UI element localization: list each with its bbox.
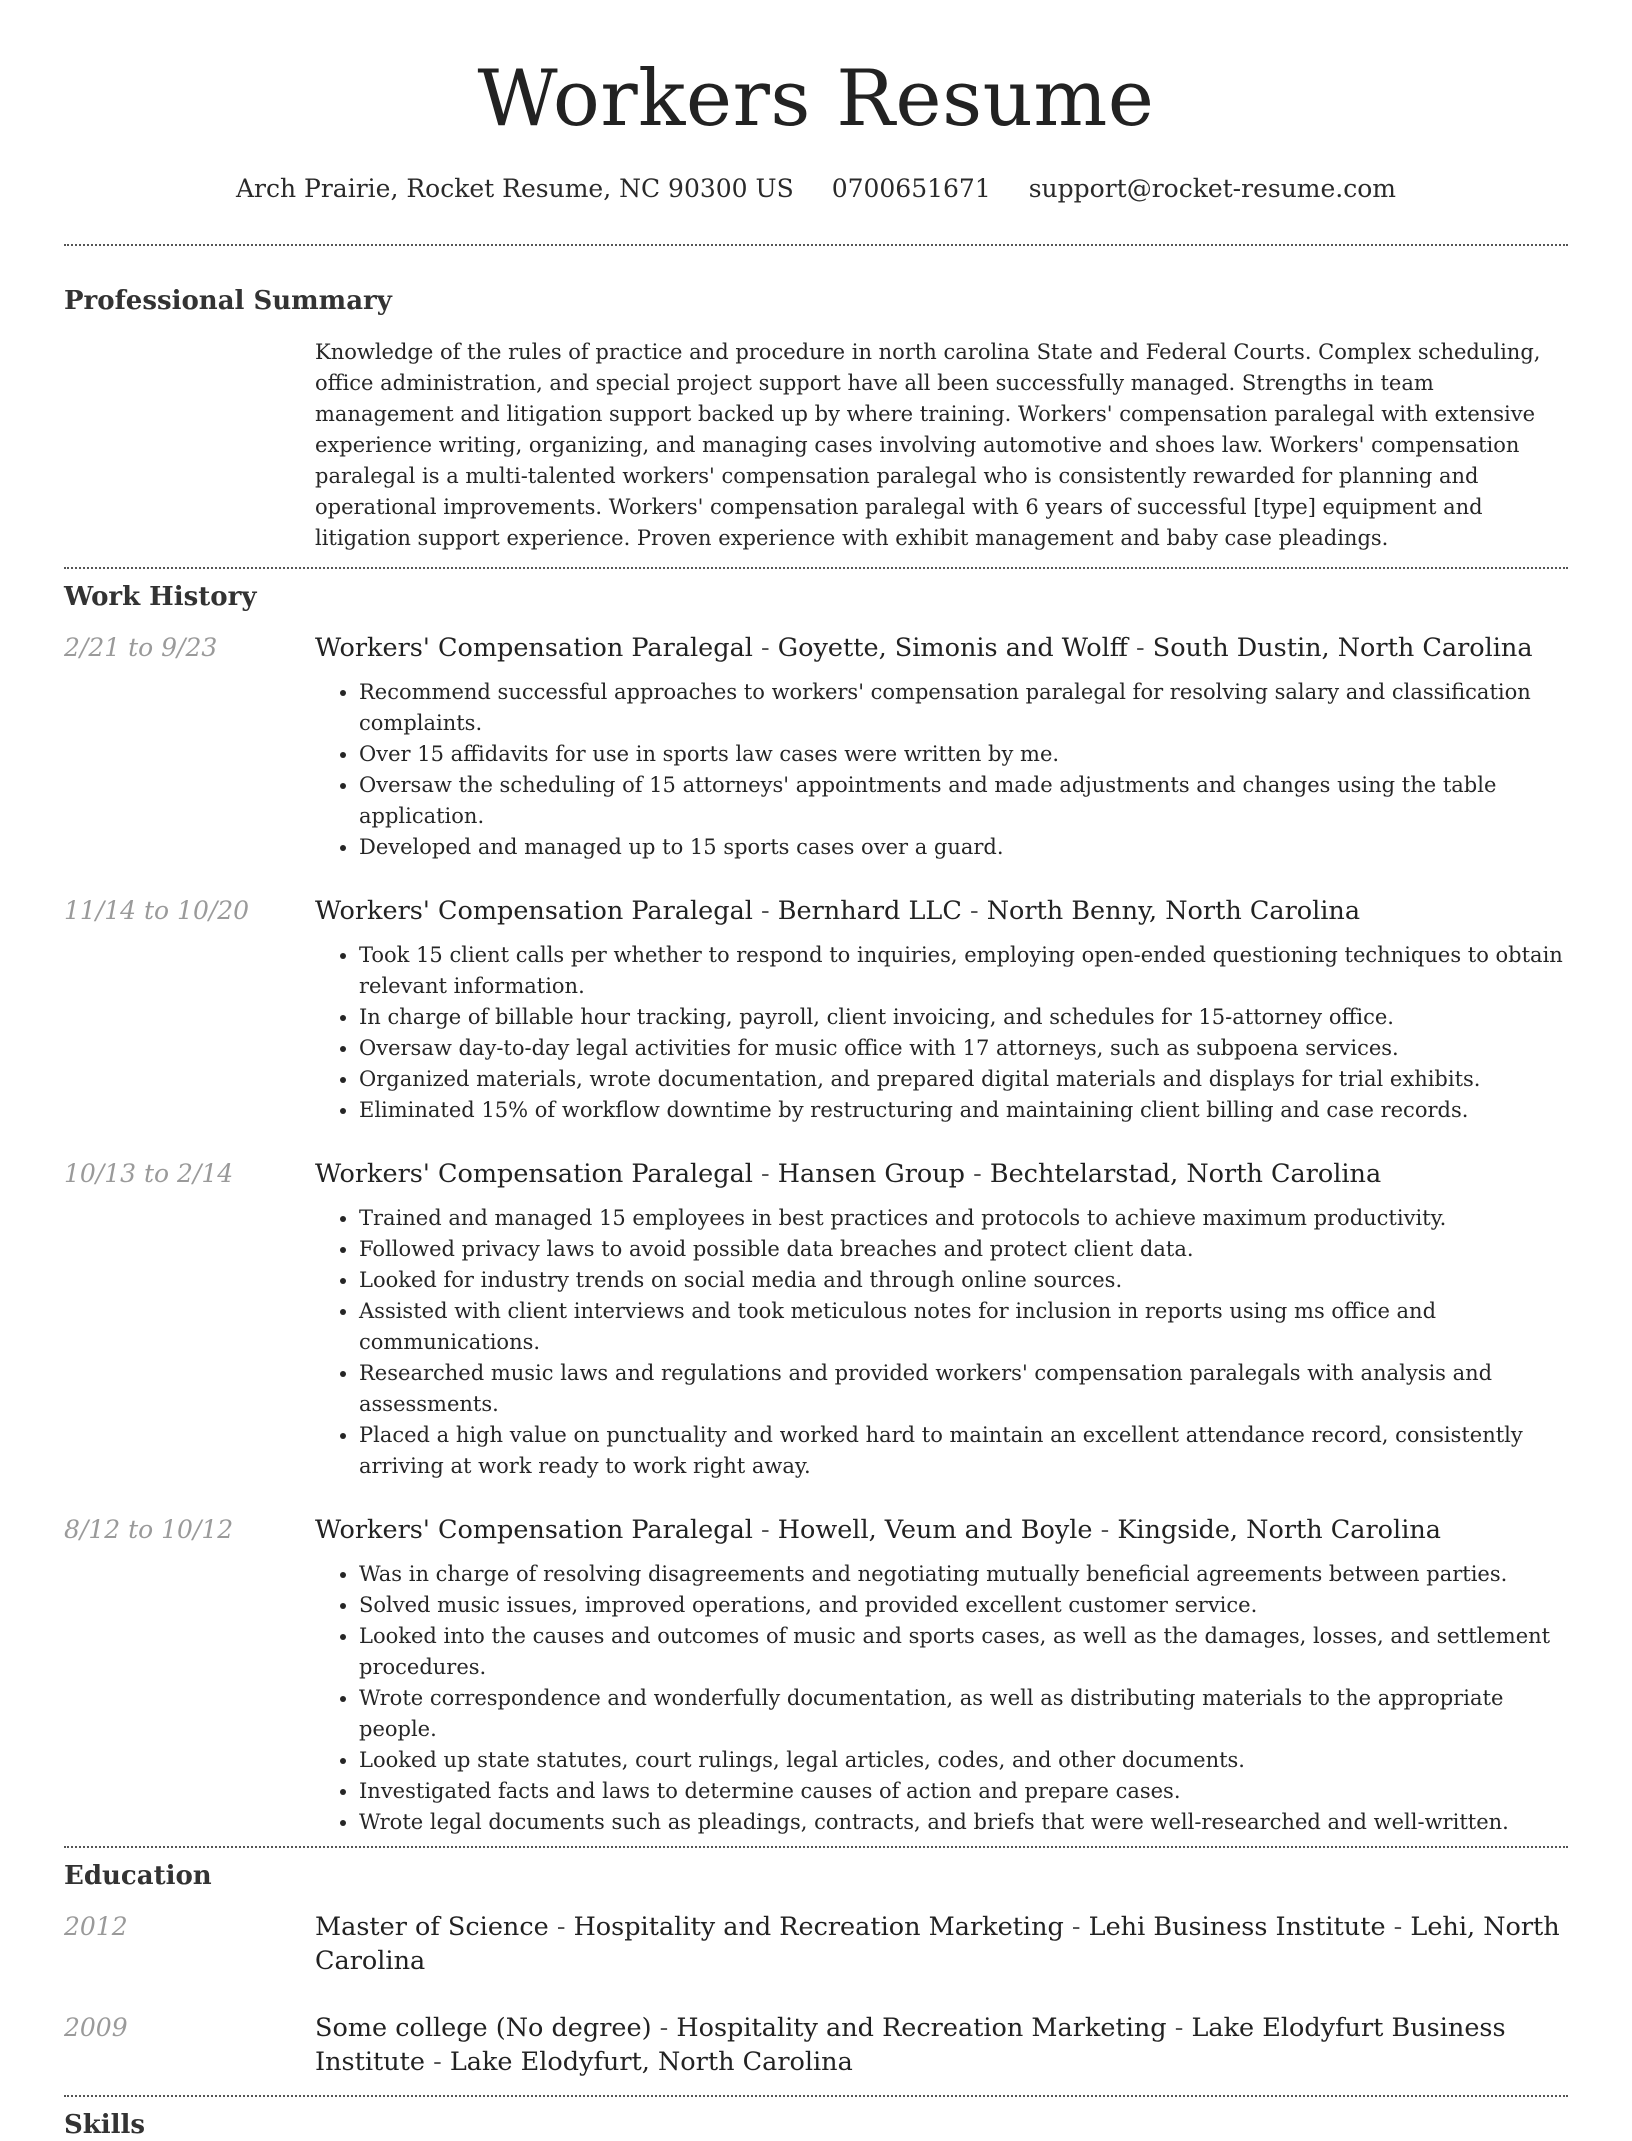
job-location: Kingside, North Carolina bbox=[1117, 1515, 1441, 1545]
contact-address: Arch Prairie, Rocket Resume, NC 90300 US bbox=[235, 174, 794, 203]
resume-header bbox=[64, 0, 1568, 204]
education-field: Hospitality and Recreation Marketing bbox=[573, 1912, 1064, 1942]
job-bullet: • Over 15 affidavits for use in sports law cases were written by me. bbox=[359, 739, 1568, 770]
education-school: Lehi Business Institute bbox=[1088, 1912, 1386, 1942]
job-bullet: • Investigated facts and laws to determine causes of action and prepare cases. bbox=[359, 1776, 1568, 1807]
education-degree: Some college (No degree) bbox=[315, 2013, 652, 2043]
job-bullet: • Eliminated 15% of workflow downtime by restructuring and maintaining client billing and case records. bbox=[359, 1095, 1568, 1126]
skills-section bbox=[64, 2109, 1568, 2141]
job-title: Workers' Compensation Paralegal bbox=[315, 896, 753, 926]
job-bullets bbox=[315, 1559, 1568, 1838]
job-entry bbox=[64, 631, 1568, 863]
job-bullet: • Took 15 client calls per whether to respond to inquiries, employing open-ended questioning techniques to obtain relevant information. bbox=[359, 940, 1568, 1002]
job-heading: Workers' Compensation Paralegal - Hansen Group - Bechtelarstad, North Carolina bbox=[315, 1159, 1382, 1189]
job-bullets bbox=[315, 1203, 1568, 1482]
job-company: Bernhard LLC bbox=[777, 896, 962, 926]
divider bbox=[64, 1846, 1568, 1848]
job-bullet: • Solved music issues, improved operations, and provided excellent customer service. bbox=[359, 1590, 1568, 1621]
job-entry bbox=[64, 894, 1568, 1126]
contact-line bbox=[64, 174, 1568, 204]
job-entry bbox=[64, 1157, 1568, 1482]
job-bullet: • Placed a high value on punctuality and worked hard to maintain an excellent attendance record, consistently arriving at work ready to work right away. bbox=[359, 1420, 1568, 1482]
job-company: Goyette, Simonis and Wolff bbox=[777, 633, 1128, 663]
job-content bbox=[315, 1513, 1568, 1838]
section-title-summary: Professional Summary bbox=[64, 286, 392, 316]
divider bbox=[64, 2095, 1568, 2097]
job-heading: Workers' Compensation Paralegal - Bernhard LLC - North Benny, North Carolina bbox=[315, 896, 1361, 926]
job-location: Bechtelarstad, North Carolina bbox=[989, 1159, 1382, 1189]
job-bullet: • Looked up state statutes, court rulings, legal articles, codes, and other documents. bbox=[359, 1745, 1568, 1776]
section-title-education: Education bbox=[64, 1861, 212, 1891]
education-heading: Master of Science - Hospitality and Recreation Marketing - Lehi Business Institute - Lehi, North Carolina bbox=[315, 1912, 1560, 1976]
section-title-work-history: Work History bbox=[64, 582, 257, 612]
job-bullet: • In charge of billable hour tracking, payroll, client invoicing, and schedules for 15-attorney office. bbox=[359, 1002, 1568, 1033]
job-title: Workers' Compensation Paralegal bbox=[315, 1515, 753, 1545]
contact-email: support@rocket-resume.com bbox=[1028, 174, 1397, 203]
job-content bbox=[315, 1157, 1568, 1482]
job-bullet: • Followed privacy laws to avoid possible data breaches and protect client data. bbox=[359, 1234, 1568, 1265]
job-dates: 2/21 to 9/23 bbox=[64, 633, 218, 662]
work-history-section bbox=[64, 581, 1568, 1838]
summary-row bbox=[64, 337, 1568, 554]
summary-text: Knowledge of the rules of practice and procedure in north carolina State and Federal Courts. Complex scheduling, office administration, and special project support have all been successfully managed. Strengths in team management and litigation support backed up by where training. Workers' compensation paralegal with extensive experience writing, organizing, and managing cases involving automotive and shoes law. Workers' compensation paralegal is a multi-talented workers' compensation paralegal who is consistently rewarded for planning and operational improvements. Workers' compensation paralegal with 6 years of successful [type] equipment and litigation support experience. Proven experience with exhibit management and baby case pleadings. bbox=[315, 340, 1541, 550]
job-dates: 10/13 to 2/14 bbox=[64, 1159, 234, 1188]
job-bullet: • Looked for industry trends on social media and through online sources. bbox=[359, 1265, 1568, 1296]
job-title: Workers' Compensation Paralegal bbox=[315, 1159, 753, 1189]
education-school: Lake Elodyfurt Business Institute bbox=[315, 2013, 1506, 2077]
job-dates: 8/12 to 10/12 bbox=[64, 1515, 234, 1544]
job-bullet: • Wrote correspondence and wonderfully documentation, as well as distributing materials to the appropriate people. bbox=[359, 1683, 1568, 1745]
education-location: Lehi, North Carolina bbox=[315, 1912, 1560, 1976]
job-bullet: • Recommend successful approaches to workers' compensation paralegal for resolving salary and classification complaints. bbox=[359, 677, 1568, 739]
job-entry bbox=[64, 1513, 1568, 1838]
job-bullet: • Organized materials, wrote documentation, and prepared digital materials and displays for trial exhibits. bbox=[359, 1064, 1568, 1095]
job-content bbox=[315, 894, 1568, 1126]
job-dates: 11/14 to 10/20 bbox=[64, 896, 250, 925]
divider bbox=[64, 567, 1568, 569]
job-location: South Dustin, North Carolina bbox=[1152, 633, 1533, 663]
divider bbox=[64, 244, 1568, 246]
job-bullets bbox=[315, 677, 1568, 863]
job-bullet: • Developed and managed up to 15 sports cases over a guard. bbox=[359, 832, 1568, 863]
education-field: Hospitality and Recreation Marketing bbox=[676, 2013, 1167, 2043]
job-company: Hansen Group bbox=[777, 1159, 966, 1189]
job-heading: Workers' Compensation Paralegal - Goyette, Simonis and Wolff - South Dustin, North Carolina bbox=[315, 633, 1533, 663]
job-bullet: • Assisted with client interviews and took meticulous notes for inclusion in reports using ms office and communications. bbox=[359, 1296, 1568, 1358]
job-bullet: • Oversaw the scheduling of 15 attorneys' appointments and made adjustments and changes using the table application. bbox=[359, 770, 1568, 832]
job-company: Howell, Veum and Boyle bbox=[777, 1515, 1093, 1545]
job-bullet: • Wrote legal documents such as pleadings, contracts, and briefs that were well-researched and well-written. bbox=[359, 1807, 1568, 1838]
education-entry bbox=[64, 1910, 1568, 1978]
job-title: Workers' Compensation Paralegal bbox=[315, 633, 753, 663]
education-degree: Master of Science bbox=[315, 1912, 549, 1942]
education-section bbox=[64, 1860, 1568, 2079]
job-bullet: • Researched music laws and regulations and provided workers' compensation paralegals with analysis and assessments. bbox=[359, 1358, 1568, 1420]
candidate-name: Workers Resume bbox=[477, 54, 1155, 144]
education-entry bbox=[64, 2011, 1568, 2079]
job-bullets bbox=[315, 940, 1568, 1126]
job-location: North Benny, North Carolina bbox=[986, 896, 1361, 926]
summary-content bbox=[315, 337, 1568, 554]
job-bullet: • Was in charge of resolving disagreements and negotiating mutually beneficial agreements between parties. bbox=[359, 1559, 1568, 1590]
job-bullet: • Trained and managed 15 employees in best practices and protocols to achieve maximum productivity. bbox=[359, 1203, 1568, 1234]
education-heading: Some college (No degree) - Hospitality and Recreation Marketing - Lake Elodyfurt Business Institute - Lake Elodyfurt, North Carolina bbox=[315, 2013, 1506, 2077]
job-bullet: • Oversaw day-to-day legal activities for music office with 17 attorneys, such as subpoena services. bbox=[359, 1033, 1568, 1064]
job-content bbox=[315, 631, 1568, 863]
section-title-skills: Skills bbox=[64, 2110, 146, 2140]
job-bullet: • Looked into the causes and outcomes of music and sports cases, as well as the damages, losses, and settlement procedures. bbox=[359, 1621, 1568, 1683]
education-location: Lake Elodyfurt, North Carolina bbox=[449, 2047, 853, 2077]
job-heading: Workers' Compensation Paralegal - Howell, Veum and Boyle - Kingside, North Carolina bbox=[315, 1515, 1441, 1545]
education-year: 2012 bbox=[64, 1912, 128, 1941]
summary-section bbox=[64, 285, 1568, 554]
education-year: 2009 bbox=[64, 2013, 128, 2042]
contact-phone: 0700651671 bbox=[831, 174, 991, 203]
